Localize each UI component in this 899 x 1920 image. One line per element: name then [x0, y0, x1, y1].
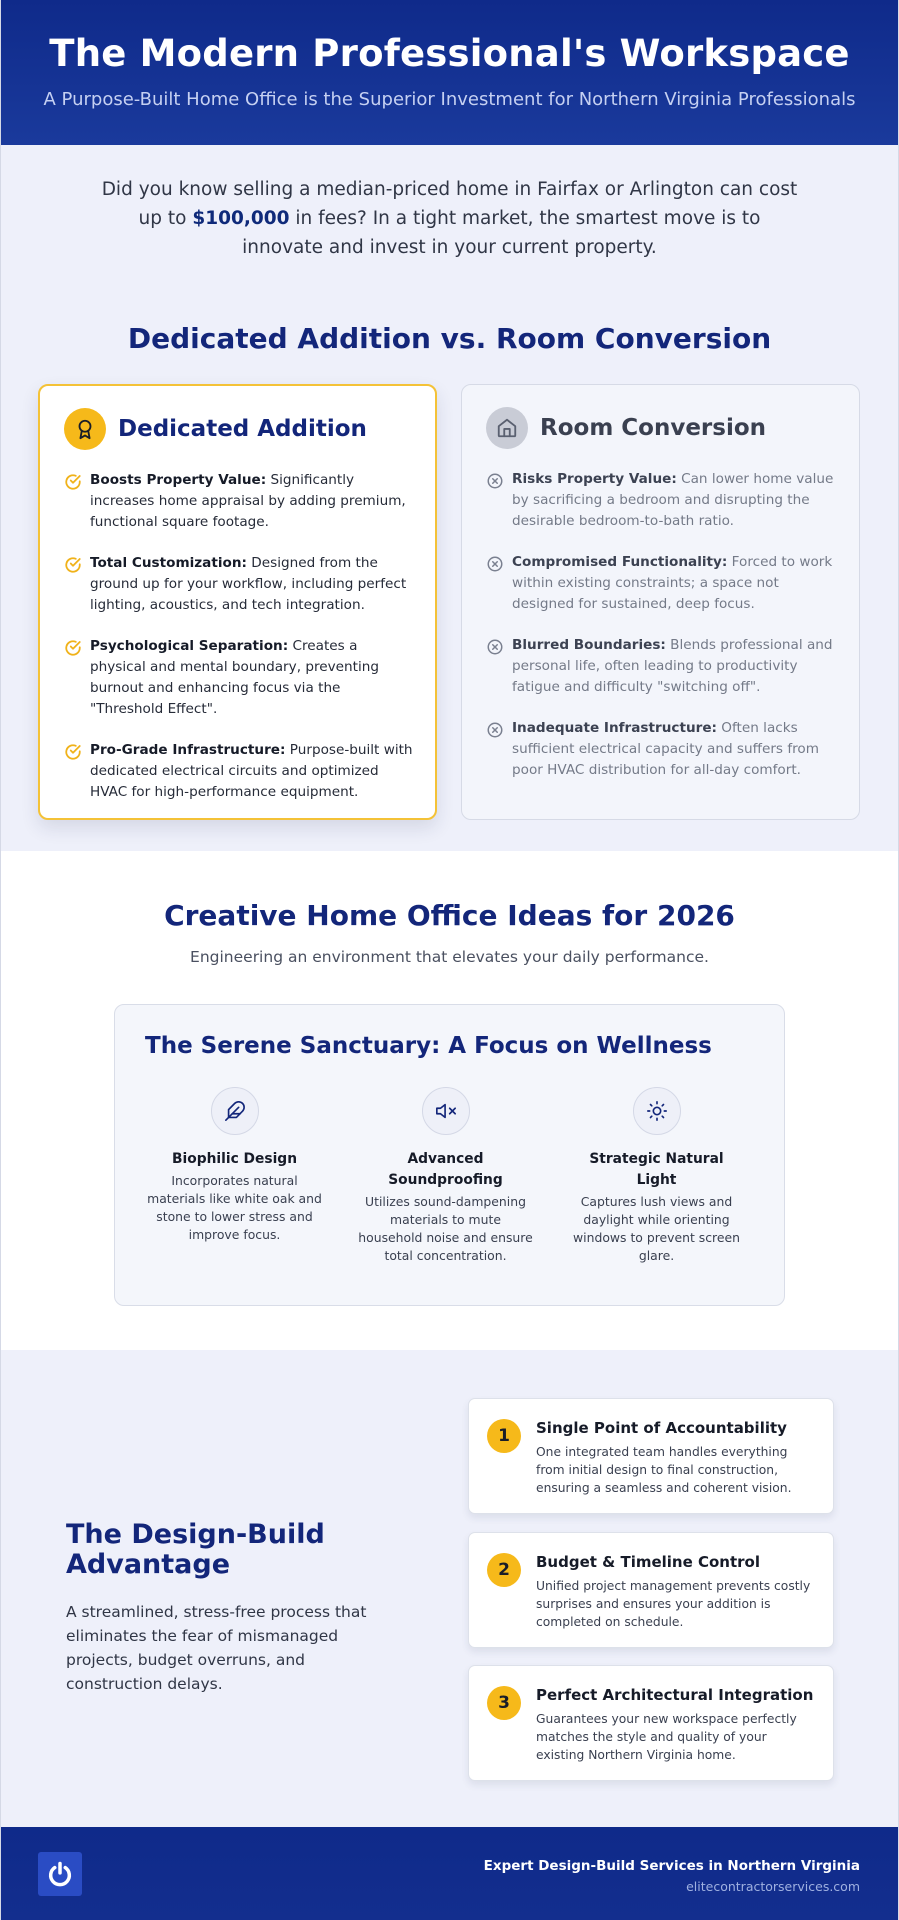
intro-text: Did you know selling a median-priced home in Fairfax or Arlington can cost up to $100,000 in fees? In a tight market, the smartest move is to innovate and invest in your current property.	[101, 179, 798, 258]
feature-title: Strategic Natural Light	[589, 1151, 724, 1188]
feature-soundproofing	[340, 1087, 551, 1265]
award-icon	[64, 408, 106, 450]
feature-biophilic	[129, 1087, 340, 1265]
step-number: 3	[487, 1686, 521, 1720]
step-number: 2	[487, 1553, 521, 1587]
step-card	[468, 1665, 834, 1781]
volume-mute-icon	[422, 1087, 470, 1135]
step-number: 1	[487, 1419, 521, 1453]
sun-icon	[633, 1087, 681, 1135]
footer-url[interactable]: elitecontractorservices.com	[686, 1879, 860, 1894]
feature-desc: Incorporates natural materials like white oak and stone to lower stress and improve focus.	[147, 1173, 322, 1242]
step-card	[468, 1398, 834, 1514]
dedicated-addition-title: Dedicated Addition	[118, 416, 367, 442]
sanctuary-title: The Serene Sanctuary: A Focus on Wellness	[145, 1033, 712, 1059]
page-subtitle: A Purpose-Built Home Office is the Superior Investment for Northern Virginia Professionals	[43, 89, 856, 110]
footer	[1, 1827, 898, 1920]
check-circle-icon	[64, 743, 82, 761]
step-title: Perfect Architectural Integration	[536, 1686, 814, 1704]
ideas-section	[1, 851, 898, 1350]
list-item: Boosts Property Value: Significantly increases home appraisal by adding premium, functional square footage.	[64, 470, 413, 533]
header	[1, 0, 898, 145]
intro-section	[1, 145, 898, 422]
step-title: Budget & Timeline Control	[536, 1553, 760, 1571]
design-build-description: A streamlined, stress-free process that eliminates the fear of mismanaged projects, budget overruns, and construction delays.	[66, 1603, 367, 1693]
list-item: Total Customization: Designed from the ground up for your workflow, including perfect lighting, acoustics, and tech integration.	[64, 553, 413, 616]
list-item: Blurred Boundaries: Blends professional and personal life, often leading to productivity fatigue and difficulty "switching off".	[486, 635, 837, 698]
dedicated-addition-card	[38, 384, 437, 820]
x-circle-icon	[486, 638, 504, 656]
room-conversion-title: Room Conversion	[540, 415, 767, 441]
feature-natural-light	[551, 1087, 762, 1265]
step-desc: Unified project management prevents costly surprises and ensures your addition is completed on schedule.	[536, 1579, 811, 1629]
check-circle-icon	[64, 473, 82, 491]
design-build-section	[1, 1350, 898, 1827]
page-title: The Modern Professional's Workspace	[49, 32, 850, 75]
fee-highlight: $100,000	[192, 208, 290, 229]
step-title: Single Point of Accountability	[536, 1419, 787, 1437]
check-circle-icon	[64, 556, 82, 574]
feature-desc: Captures lush views and daylight while orienting windows to prevent screen glare.	[573, 1194, 740, 1263]
comparison-heading: Dedicated Addition vs. Room Conversion	[127, 322, 772, 355]
sanctuary-card	[114, 1004, 785, 1306]
ideas-heading: Creative Home Office Ideas for 2026	[164, 899, 735, 932]
design-build-heading: The Design-Build Advantage	[66, 1519, 325, 1580]
list-item: Pro-Grade Infrastructure: Purpose-built with dedicated electrical circuits and optimized HVAC for high-performance equipment.	[64, 740, 413, 803]
x-circle-icon	[486, 721, 504, 739]
list-item: Compromised Functionality: Forced to work within existing constraints; a space not designed for sustained, deep focus.	[486, 552, 837, 615]
comparison-section	[1, 415, 898, 851]
feature-desc: Utilizes sound-dampening materials to mute household noise and ensure total concentration.	[358, 1194, 533, 1263]
list-item: Psychological Separation: Creates a physical and mental boundary, preventing burnout and enhancing focus via the "Threshold Effect".	[64, 636, 413, 720]
list-item: Inadequate Infrastructure: Often lacks sufficient electrical capacity and suffers from poor HVAC distribution for all-day comfort.	[486, 718, 837, 781]
x-circle-icon	[486, 555, 504, 573]
step-card	[468, 1532, 834, 1648]
feature-title: Biophilic Design	[171, 1151, 298, 1167]
room-conversion-card	[461, 384, 860, 820]
feather-icon	[211, 1087, 259, 1135]
feature-title: Advanced Soundproofing	[388, 1151, 503, 1188]
ideas-subheading: Engineering an environment that elevates your daily performance.	[190, 948, 709, 966]
footer-title: Expert Design-Build Services in Northern Virginia	[483, 1858, 860, 1874]
check-circle-icon	[64, 639, 82, 657]
power-icon[interactable]	[38, 1852, 82, 1896]
x-circle-icon	[486, 472, 504, 490]
list-item: Risks Property Value: Can lower home value by sacrificing a bedroom and disrupting the desirable bedroom-to-bath ratio.	[486, 469, 837, 532]
step-desc: One integrated team handles everything from initial design to final construction, ensuring a seamless and coherent vision.	[536, 1445, 792, 1495]
home-icon	[486, 407, 528, 449]
step-desc: Guarantees your new workspace perfectly matches the style and quality of your existing Northern Virginia home.	[536, 1712, 797, 1762]
